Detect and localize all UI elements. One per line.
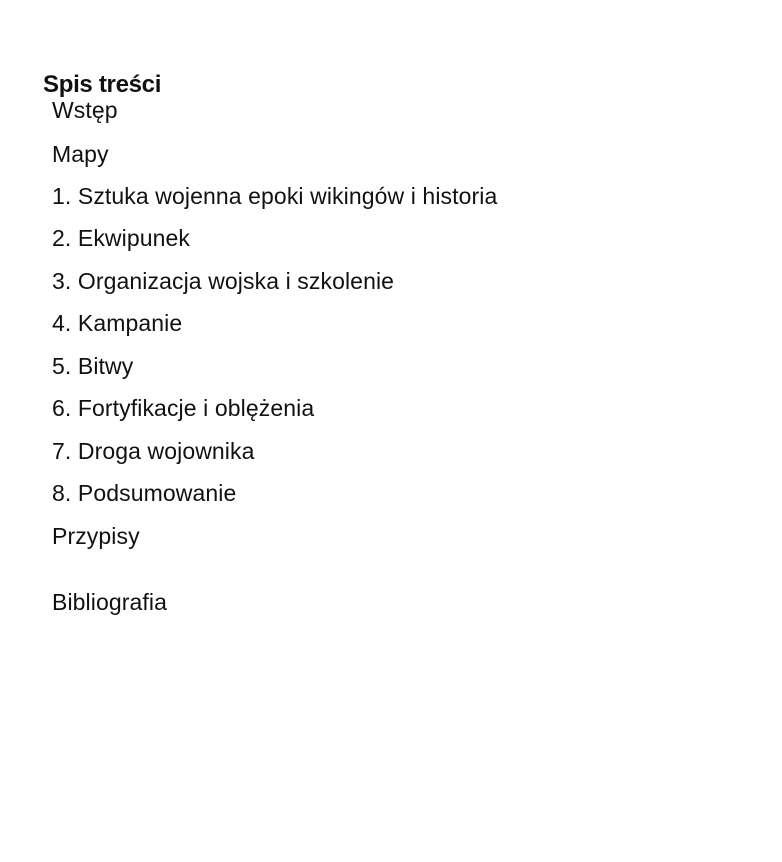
toc-item-wstep: Wstęp [52,97,118,123]
toc-item-chapter-7: 7. Droga wojownika [52,438,255,464]
toc-item-chapter-4: 4. Kampanie [52,310,183,336]
toc-item-chapter-2: 2. Ekwipunek [52,225,190,251]
toc-item-chapter-1: 1. Sztuka wojenna epoki wikingów i historia [52,183,498,209]
toc-item-mapy: Mapy [52,141,109,167]
toc-item-chapter-5: 5. Bitwy [52,353,134,379]
toc-item-bibliografia: Bibliografia [52,589,167,615]
toc-item-chapter-3: 3. Organizacja wojska i szkolenie [52,268,395,294]
toc-item-chapter-6: 6. Fortyfikacje i oblężenia [52,395,315,421]
toc-item-przypisy: Przypisy [52,523,140,549]
toc-item-chapter-8: 8. Podsumowanie [52,480,237,506]
toc-title: Spis treści [43,71,162,98]
